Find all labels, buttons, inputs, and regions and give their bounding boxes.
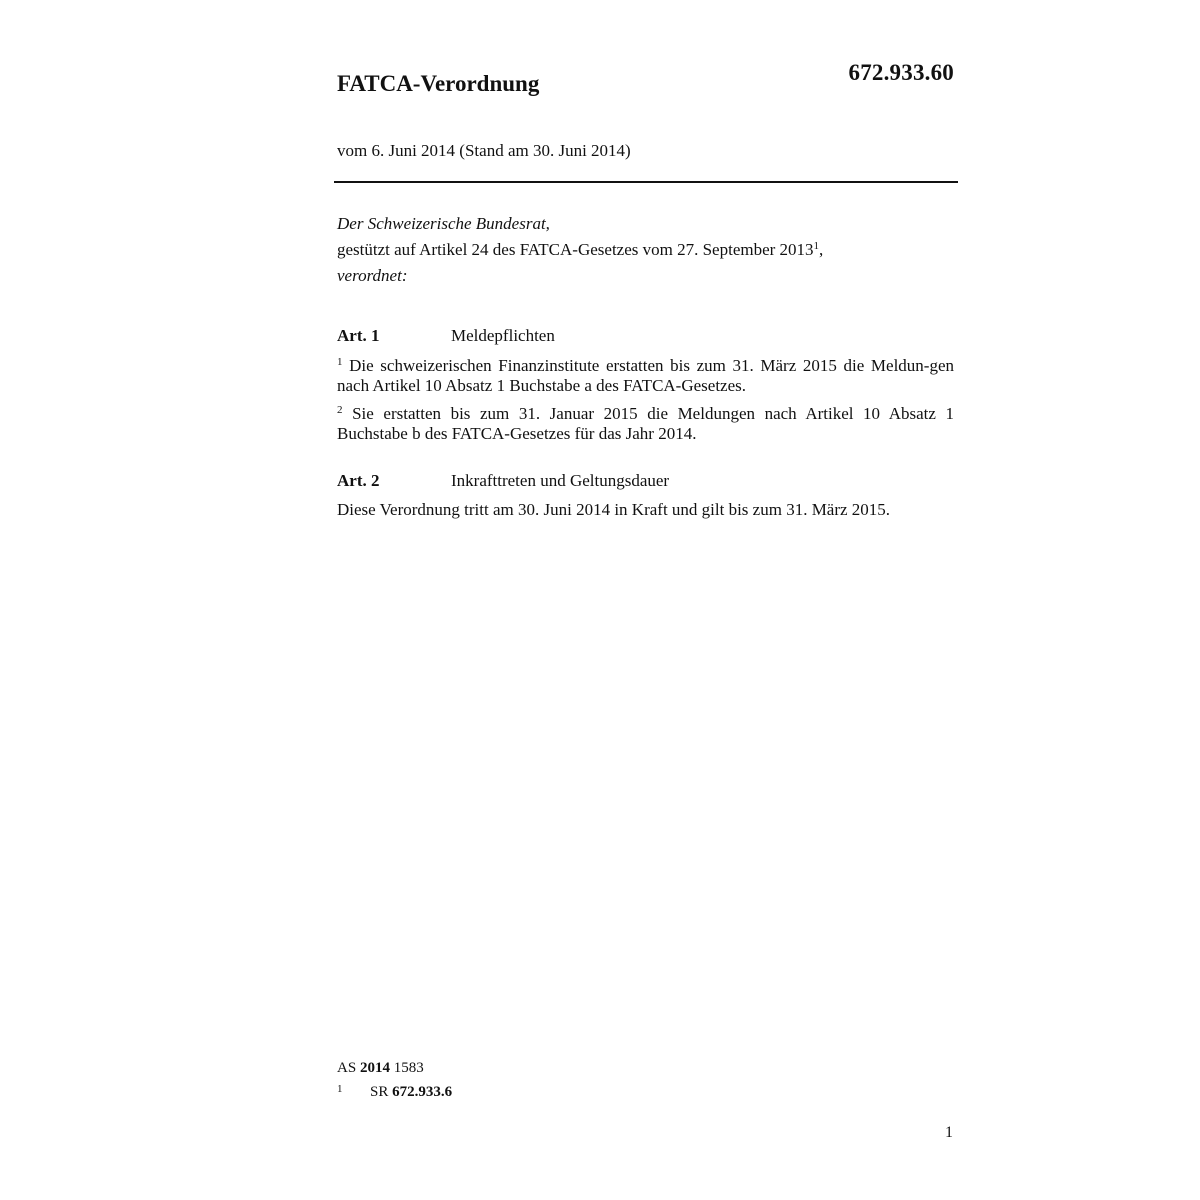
sr-reference[interactable]: 672.933.6 [392,1084,453,1100]
article-2-paragraph-1 [337,500,954,520]
preamble-basis-text: gestützt auf Artikel 24 des FATCA-Gesetzes vom 27. September 2013 [337,240,814,259]
footnote-marker: 1 [337,1083,343,1095]
preamble [337,211,957,289]
preamble-basis [337,237,957,263]
as-year: 2014 [359,1060,390,1076]
paragraph-number: 2 [337,404,343,416]
footnote-1 [337,1079,452,1103]
footnote-as [337,1058,452,1079]
paragraph-text: Die schweizerischen Finanzinstitute erstatten bis zum 31. März 2015 die Meldun-gen nach Artikel 10 Absatz 1 Buchstabe a des FATCA-Gesetzes. [337,356,954,395]
date-line: vom 6. Juni 2014 (Stand am 30. Juni 2014) [337,141,631,160]
article-title: Inkrafttreten und Geltungsdauer [451,471,670,490]
article-number: Art. 2 [337,471,380,490]
preamble-decree: verordnet: [337,266,408,285]
article-1-heading [337,326,555,346]
preamble-authority: Der Schweizerische Bundesrat, [337,214,550,233]
article-title: Meldepflichten [451,326,555,345]
footnote-reference[interactable]: 1 [813,240,820,252]
article-1-paragraph-2 [337,404,954,444]
paragraph-text: Diese Verordnung tritt am 30. Juni 2014 in Kraft und gilt bis zum 31. März 2015. [337,500,891,519]
as-page: 1583 [393,1060,424,1076]
article-1-paragraph-1 [337,356,954,396]
paragraph-text: Sie erstatten bis zum 31. Januar 2015 die Meldungen nach Artikel 10 Absatz 1 Buchstabe b des FATCA-Gesetzes für das Jahr 2014. [337,404,954,443]
page-number: 1 [945,1124,953,1141]
sr-number: 672.933.60 [848,60,954,85]
preamble-basis-trailing: , [819,240,824,259]
header-divider [334,181,958,183]
sr-prefix: SR [370,1084,389,1100]
page-title: FATCA-Verordnung [337,71,540,96]
article-2-heading [337,471,669,491]
article-number: Art. 1 [337,326,380,345]
footnotes [337,1058,452,1103]
as-prefix: AS [337,1060,357,1076]
paragraph-number: 1 [337,356,343,368]
